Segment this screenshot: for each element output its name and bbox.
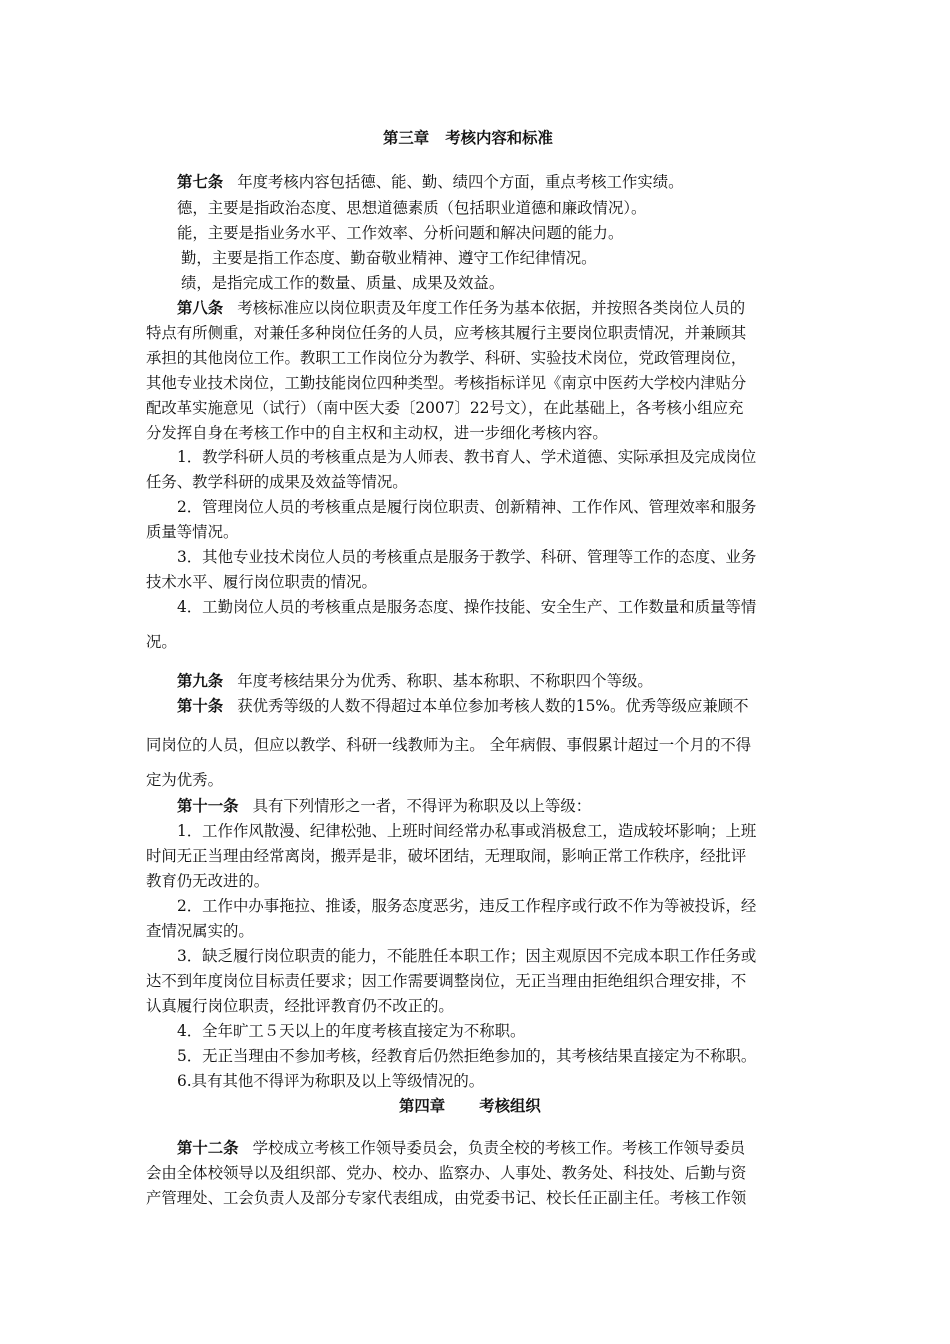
article-11 [177, 796, 591, 816]
article-heading: 第十条 [177, 697, 224, 715]
list-item-continuation: 查情况属实的。 [146, 922, 254, 940]
article-heading: 第十二条 [177, 1139, 239, 1157]
article-10 [177, 696, 749, 716]
article-heading: 第七条 [177, 173, 224, 191]
article-text: 年度考核结果分为优秀、称职、基本称职、不称职四个等级。 [237, 672, 653, 690]
text-line: 配改革实施意见（试行）（南中医大委〔2007〕22号文），在此基础上，各考核小组应充 [146, 399, 744, 417]
text-line: 分发挥自身在考核工作中的自主权和主动权，进一步细化考核内容。 [146, 424, 608, 442]
list-item: 4．全年旷工５天以上的年度考核直接定为不称职。 [177, 1022, 526, 1040]
article-9 [177, 671, 653, 691]
article-text: 年度考核内容包括德、能、勤、绩四个方面，重点考核工作实绩。 [237, 173, 684, 191]
list-item-continuation: 任务、教学科研的成果及效益等情况。 [146, 473, 408, 491]
list-item: 6.具有其他不得评为称职及以上等级情况的。 [177, 1072, 485, 1090]
chapter-number: 第四章 [399, 1097, 446, 1115]
text-line: 会由全体校领导以及组织部、党办、校办、监察办、人事处、教务处、科技处、后勤与资 [146, 1164, 747, 1182]
article-12 [177, 1138, 745, 1158]
list-item: 1．教学科研人员的考核重点是为人师表、教书育人、学术道德、实际承担及完成岗位 [177, 448, 757, 466]
text-line: 同岗位的人员，但应以教学、科研一线教师为主。 全年病假、事假累计超过一个月的不得 [146, 736, 752, 754]
chapter-title: 考核内容和标准 [445, 129, 553, 147]
paragraph-qin: 勤，主要是指工作态度、勤奋敬业精神、遵守工作纪律情况。 [181, 249, 597, 267]
chapter-4-heading [399, 1096, 541, 1116]
article-text: 获优秀等级的人数不得超过本单位参加考核人数的15%。优秀等级应兼顾不 [237, 697, 749, 715]
article-text: 具有下列情形之一者，不得评为称职及以上等级： [252, 797, 592, 815]
list-item-continuation: 认真履行岗位职责，经批评教育仍不改正的。 [146, 997, 454, 1015]
text-line: 定为优秀。 [146, 771, 223, 789]
chapter-3-heading [383, 128, 553, 148]
list-item-continuation: 达不到年度岗位目标责任要求；因工作需要调整岗位，无正当理由拒绝组织合理安排，不 [146, 972, 747, 990]
chapter-number: 第三章 [383, 129, 430, 147]
text-line: 承担的其他岗位工作。教职工工作岗位分为教学、科研、实验技术岗位，党政管理岗位， [146, 349, 747, 367]
list-item: 3．缺乏履行岗位职责的能力，不能胜任本职工作；因主观原因不完成本职工作任务或 [177, 947, 757, 965]
article-heading: 第九条 [177, 672, 224, 690]
article-heading: 第十一条 [177, 797, 239, 815]
paragraph-ji: 绩，是指完成工作的数量、质量、成果及效益。 [181, 274, 505, 292]
text-line: 特点有所侧重，对兼任多种岗位任务的人员，应考核其履行主要岗位职责情况，并兼顾其 [146, 324, 747, 342]
chapter-title: 考核组织 [479, 1097, 541, 1115]
list-item: 1．工作作风散漫、纪律松弛、上班时间经常办私事或消极怠工，造成较坏影响；上班 [177, 822, 757, 840]
list-item-continuation: 质量等情况。 [146, 523, 239, 541]
list-item: 2．管理岗位人员的考核重点是履行岗位职责、创新精神、工作作风、管理效率和服务 [177, 498, 757, 516]
article-text: 学校成立考核工作领导委员会，负责全校的考核工作。考核工作领导委员 [252, 1139, 746, 1157]
list-item: 4．工勤岗位人员的考核重点是服务态度、操作技能、安全生产、工作数量和质量等情 [177, 598, 757, 616]
text-line: 其他专业技术岗位，工勤技能岗位四种类型。考核指标详见《南京中医药大学校内津贴分 [146, 374, 747, 392]
paragraph-de: 德，主要是指政治态度、思想道德素质（包括职业道德和廉政情况）。 [177, 199, 647, 217]
list-item-continuation: 况。 [146, 633, 177, 651]
list-item-continuation: 技术水平、履行岗位职责的情况。 [146, 573, 377, 591]
list-item-continuation: 教育仍无改进的。 [146, 872, 270, 890]
list-item: 2．工作中办事拖拉、推诿，服务态度恶劣，违反工作程序或行政不作为等被投诉，经 [177, 897, 757, 915]
list-item: 5．无正当理由不参加考核，经教育后仍然拒绝参加的，其考核结果直接定为不称职。 [177, 1047, 757, 1065]
text-line: 产管理处、工会负责人及部分专家代表组成，由党委书记、校长任正副主任。考核工作领 [146, 1189, 747, 1207]
list-item: 3．其他专业技术岗位人员的考核重点是服务于教学、科研、管理等工作的态度、业务 [177, 548, 757, 566]
paragraph-neng: 能，主要是指业务水平、工作效率、分析问题和解决问题的能力。 [177, 224, 624, 242]
article-heading: 第八条 [177, 299, 224, 317]
article-8 [177, 298, 745, 318]
list-item-continuation: 时间无正当理由经常离岗，搬弄是非，破坏团结，无理取闹，影响正常工作秩序，经批评 [146, 847, 747, 865]
article-text: 考核标准应以岗位职责及年度工作任务为基本依据，并按照各类岗位人员的 [237, 299, 746, 317]
article-7 [177, 172, 684, 192]
